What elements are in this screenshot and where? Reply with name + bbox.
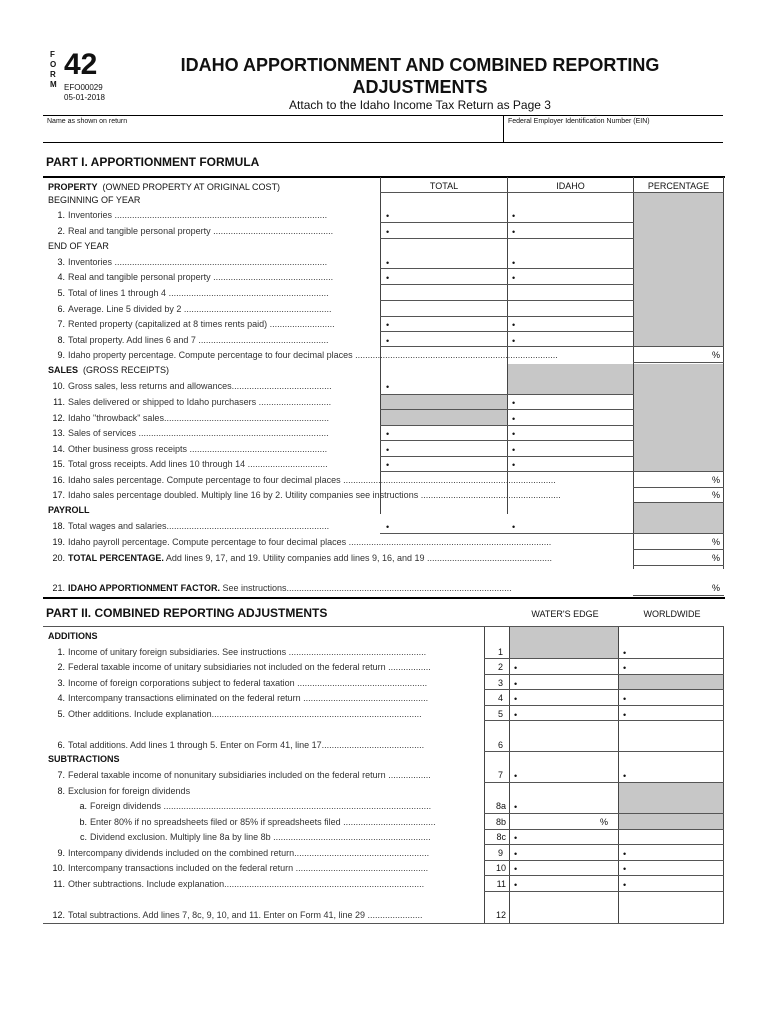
line-5: 5. Total of lines 1 through 4 ................................................................	[57, 288, 329, 298]
entry-marker[interactable]: •	[512, 445, 516, 455]
entry-marker[interactable]: •	[514, 833, 518, 843]
line-number: 9	[497, 848, 503, 858]
entry-marker[interactable]: •	[514, 694, 518, 704]
entry-marker[interactable]: •	[512, 522, 516, 532]
line-11: 11. Sales delivered or shipped to Idaho purchasers .............................	[53, 397, 332, 407]
ein-field[interactable]	[508, 118, 650, 125]
line-number: 12	[495, 910, 506, 920]
entry-marker[interactable]: •	[386, 273, 390, 283]
line-15: 15. Total gross receipts. Add lines 10 through 14 ................................	[52, 459, 328, 469]
line-2: 2. Real and tangible personal property ................................................	[57, 226, 334, 236]
title-line-1: IDAHO APPORTIONMENT AND COMBINED REPORTING	[180, 55, 660, 75]
entry-marker[interactable]: •	[386, 320, 390, 330]
line-20: 20. TOTAL PERCENTAGE. Add lines 9, 17, and 19. Utility companies add lines 9, 16, and 19 ..................................................	[52, 553, 553, 563]
entry-marker[interactable]: •	[512, 273, 516, 283]
line-18: 18. Total wages and salaries.................................................................	[52, 521, 330, 531]
entry-marker[interactable]: •	[386, 522, 390, 532]
page-subtitle: Attach to the Idaho Income Tax Return as Page 3	[289, 98, 551, 112]
p2-line-8c: c. Dividend exclusion. Multiply line 8a by line 8b ...............................................................	[79, 832, 431, 842]
form-number: 42	[64, 48, 98, 81]
line-number: 11	[496, 879, 506, 889]
entry-marker[interactable]: •	[514, 880, 518, 890]
line-6: 6. Average. Line 5 divided by 2 ...........................................................	[57, 304, 332, 314]
ein-label: Federal Employer Identification Number (EIN)	[508, 118, 650, 125]
line-number: 8c	[496, 832, 506, 842]
payroll-heading: PAYROLL	[48, 505, 90, 515]
p2-line-8: 8. Exclusion for foreign dividends	[57, 786, 191, 796]
name-label: Name as shown on return	[47, 118, 128, 125]
p2-line-6: 6. Total additions. Add lines 1 through 5. Enter on Form 41, line 17.........................................	[57, 740, 425, 750]
entry-marker[interactable]: •	[514, 864, 518, 874]
entry-marker[interactable]: •	[623, 849, 627, 859]
entry-marker[interactable]: •	[514, 802, 518, 812]
line-9-percent: %	[712, 350, 721, 360]
line-17-percent: %	[712, 490, 721, 500]
title-line-2: ADJUSTMENTS	[352, 77, 488, 97]
line-7: 7. Rented property (capitalized at 8 times rents paid) ..........................	[57, 319, 335, 329]
page-title	[140, 54, 700, 98]
line-8b-percent: %	[600, 817, 609, 827]
line-16: 16. Idaho sales percentage. Compute percentage to four decimal places .....................................................................................	[52, 475, 556, 485]
entry-marker[interactable]: •	[512, 320, 516, 330]
line-19: 19. Idaho payroll percentage. Compute percentage to four decimal places .................................................................................	[52, 537, 552, 547]
entry-marker[interactable]: •	[514, 771, 518, 781]
entry-marker[interactable]: •	[623, 663, 627, 673]
entry-marker[interactable]: •	[386, 382, 390, 392]
p2-line-7: 7. Federal taxable income of nonunitary subsidiaries included on the federal return .................	[57, 770, 431, 780]
line-21: 21. IDAHO APPORTIONMENT FACTOR. See instructions..........................................................................................	[52, 583, 512, 593]
line-number: 5	[497, 709, 503, 719]
entry-marker[interactable]: •	[623, 864, 627, 874]
entry-marker[interactable]: •	[386, 211, 390, 221]
line-17: 17. Idaho sales percentage doubled. Multiply line 16 by 2. Utility companies see instructions ........................................................	[52, 490, 561, 500]
line-number: 7	[497, 770, 503, 780]
end-of-year: END OF YEAR	[48, 241, 109, 251]
line-number: 6	[497, 740, 503, 750]
p2-line-5: 5. Other additions. Include explanation....................................................................................	[57, 709, 422, 719]
p2-line-10: 10. Intercompany transactions included on the federal return .....................................................	[52, 863, 429, 873]
entry-marker[interactable]: •	[514, 849, 518, 859]
entry-marker[interactable]: •	[514, 663, 518, 673]
name-field[interactable]	[47, 118, 127, 125]
p2-line-11: 11. Other subtractions. Include explanation................................................................................	[53, 879, 425, 889]
line-1: 1. Inventories .....................................................................................	[57, 210, 328, 220]
form-letters: F O R M	[50, 50, 57, 89]
part1-title: PART I. APPORTIONMENT FORMULA	[46, 155, 260, 169]
entry-marker[interactable]: •	[623, 710, 627, 720]
line-13: 13. Sales of services ............................................................................	[52, 428, 329, 438]
line-20-percent: %	[712, 553, 721, 563]
entry-marker[interactable]: •	[512, 258, 516, 268]
entry-marker[interactable]: •	[623, 694, 627, 704]
p2-line-2: 2. Federal taxable income of unitary subsidiaries not included on the federal return .................	[57, 662, 431, 672]
property-heading: PROPERTY (OWNED PROPERTY AT ORIGINAL COST)	[48, 182, 281, 192]
entry-marker[interactable]: •	[386, 258, 390, 268]
entry-marker[interactable]: •	[623, 771, 627, 781]
col-waters-edge-header: WATER'S EDGE	[531, 609, 599, 619]
p2-line-8a: a. Foreign dividends ...........................................................................................................	[79, 801, 432, 811]
subtractions-heading: SUBTRACTIONS	[48, 754, 120, 764]
sales-heading: SALES (GROSS RECEIPTS)	[48, 365, 170, 375]
line-number: 10	[495, 863, 506, 873]
entry-marker[interactable]: •	[386, 445, 390, 455]
col-total-header: TOTAL	[429, 181, 459, 191]
entry-marker[interactable]: •	[512, 398, 516, 408]
line-9: 9. Idaho property percentage. Compute percentage to four decimal places .................................................................................	[57, 350, 558, 360]
line-14: 14. Other business gross receipts .......................................................	[52, 444, 328, 454]
entry-marker[interactable]: •	[512, 429, 516, 439]
p2-line-1: 1. Income of unitary foreign subsidiaries. See instructions .......................................................	[57, 647, 427, 657]
entry-marker[interactable]: •	[514, 679, 518, 689]
entry-marker[interactable]: •	[512, 227, 516, 237]
line-number: 2	[497, 662, 503, 672]
line-21-percent: %	[712, 583, 721, 593]
form-code-id: EFO00029	[64, 83, 103, 92]
entry-marker[interactable]: •	[386, 429, 390, 439]
entry-marker[interactable]: •	[512, 336, 516, 346]
entry-marker[interactable]: •	[514, 710, 518, 720]
entry-marker[interactable]: •	[512, 414, 516, 424]
form-code	[64, 83, 105, 103]
entry-marker[interactable]: •	[386, 227, 390, 237]
entry-marker[interactable]: •	[512, 460, 516, 470]
beginning-of-year: BEGINNING OF YEAR	[48, 195, 141, 205]
entry-marker[interactable]: •	[512, 211, 516, 221]
line-3: 3. Inventories .....................................................................................	[57, 257, 328, 267]
line-10: 10. Gross sales, less returns and allowances........................................	[52, 381, 332, 391]
entry-marker[interactable]: •	[386, 336, 390, 346]
line-4: 4. Real and tangible personal property ................................................	[57, 272, 334, 282]
taxpayer-info-box	[43, 115, 723, 143]
p2-line-12: 12. Total subtractions. Add lines 7, 8c, 9, 10, and 11. Enter on Form 41, line 29 ......................	[52, 910, 423, 920]
p2-line-9: 9. Intercompany dividends included on the combined return......................................................	[57, 848, 430, 858]
form-date: 05-01-2018	[64, 93, 105, 102]
line-number: 8a	[495, 801, 506, 811]
col-worldwide-header: WORLDWIDE	[643, 609, 701, 619]
p2-line-8b: b. Enter 80% if no spreadsheets filed or 85% if spreadsheets filed .....................................	[79, 817, 436, 827]
line-16-percent: %	[712, 475, 721, 485]
line-number: 8b	[495, 817, 506, 827]
line-number: 1	[497, 647, 503, 657]
line-19-percent: %	[712, 537, 721, 547]
col-idaho-header: IDAHO	[556, 181, 585, 191]
part2-title: PART II. COMBINED REPORTING ADJUSTMENTS	[46, 606, 328, 620]
entry-marker[interactable]: •	[386, 460, 390, 470]
col-percentage-header: PERCENTAGE	[647, 181, 710, 191]
p2-line-4: 4. Intercompany transactions eliminated on the federal return ..................................................	[57, 693, 429, 703]
p2-line-3: 3. Income of foreign corporations subject to federal taxation ....................................................	[57, 678, 428, 688]
entry-marker[interactable]: •	[623, 880, 627, 890]
additions-heading: ADDITIONS	[48, 631, 98, 641]
line-number: 3	[497, 678, 503, 688]
entry-marker[interactable]: •	[623, 648, 627, 658]
line-8: 8. Total property. Add lines 6 and 7 ....................................................	[57, 335, 329, 345]
line-number: 4	[497, 693, 503, 703]
line-12: 12. Idaho "throwback" sales..................................................................	[52, 413, 329, 423]
